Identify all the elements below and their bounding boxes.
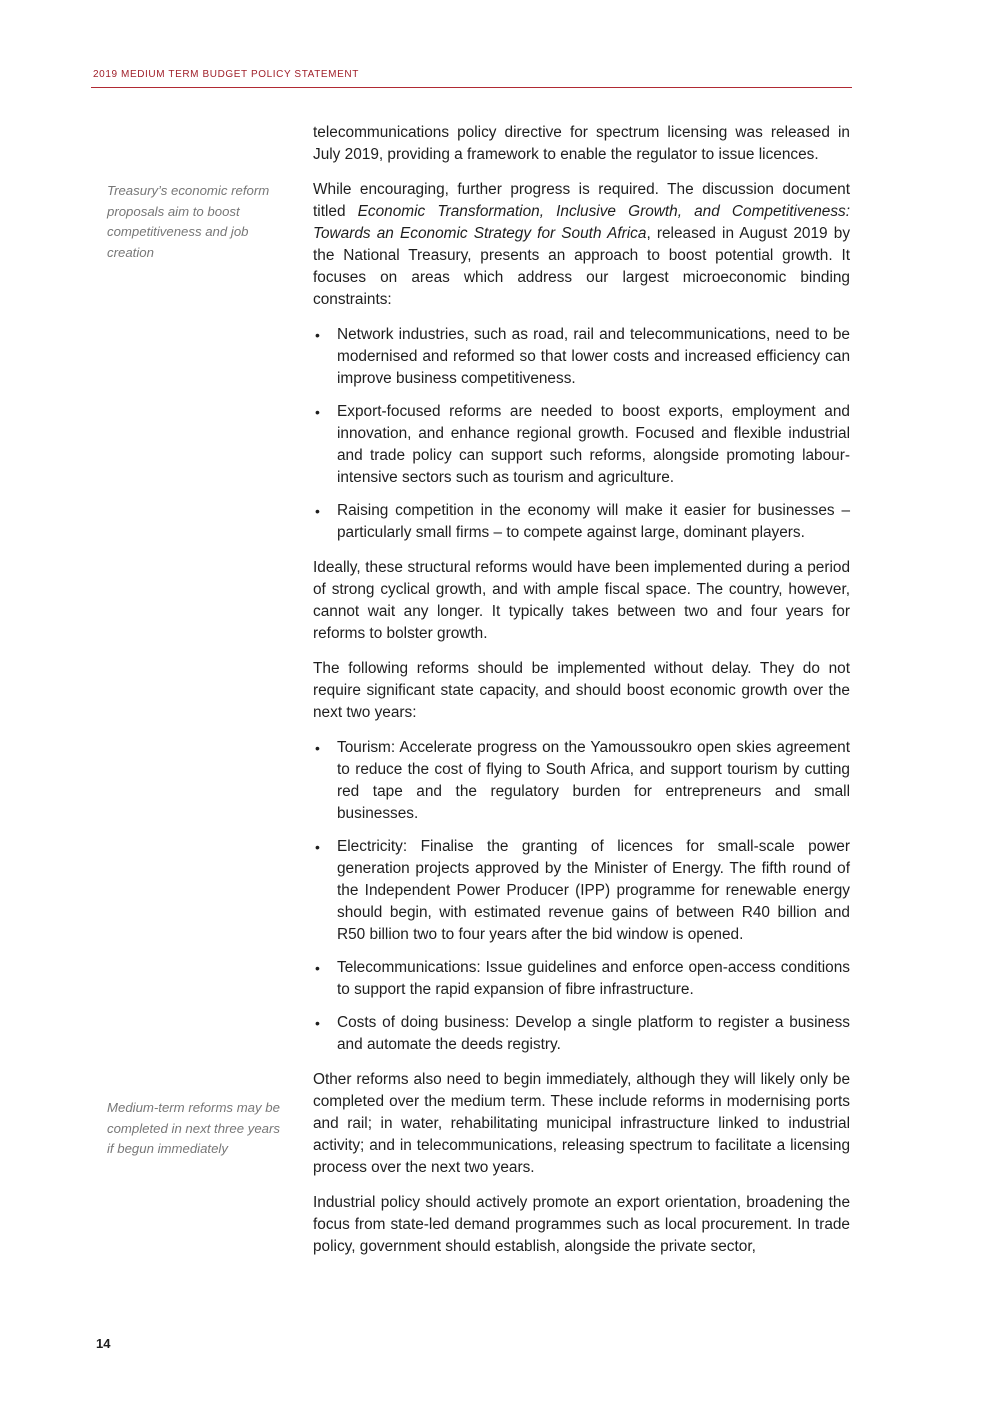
main-text-column (313, 122, 850, 1271)
paragraph: telecommunications policy directive for spectrum licensing was released in July 2019, providing a framework to enable the regulator to issue licences. (313, 124, 850, 163)
bullet-icon: • (315, 327, 320, 343)
document-title-italic: Economic Transformation, Inclusive Growth, and Competitiveness: Towards an Economic Strategy for South Africa (313, 203, 850, 242)
side-note-economic-reform: Treasury’s economic reform proposals aim to boost competitiveness and job creation (107, 183, 270, 260)
header-divider (91, 87, 852, 88)
list-item: • Electricity: Finalise the granting of licences for small-scale power generation projects approved by the Minister of Energy. The fifth round of the Independent Power Producer (IPP) programme for renewable energy should begin, with estimated revenue gains of between R40 billion and R50 billion two to four years after the bid window is opened. (315, 838, 850, 943)
paragraph: Other reforms also need to begin immediately, although they will likely only be completed over the medium term. These include reforms in modernising ports and rail; in water, rehabilitating municipal infrastructure linked to industrial activity; and in telecommunications, releasing spectrum to facilitate a licensing process over the next two years. (313, 1071, 850, 1176)
bullet-icon: • (315, 503, 320, 519)
bullet-list-constraints (313, 324, 850, 544)
list-item: • Tourism: Accelerate progress on the Yamoussoukro open skies agreement to reduce the cost of flying to South Africa, and support tourism by cutting red tape and the regulatory burden for entrepreneurs and small businesses. (315, 739, 850, 822)
list-item: • Costs of doing business: Develop a single platform to register a business and automate the deeds registry. (315, 1014, 850, 1053)
paragraph: Industrial policy should actively promote an export orientation, broadening the focus from state-led demand programmes such as local procurement. In trade policy, government should establish, alongside the private sector, (313, 1194, 850, 1255)
page-number: 14 (96, 1336, 111, 1351)
side-note-medium-term: Medium-term reforms may be completed in next three years if begun immediately (107, 1100, 280, 1156)
list-item: • Export-focused reforms are needed to boost exports, employment and innovation, and enhance regional growth. Focused and flexible industrial and trade policy can support such reforms, alongside promoting labour-intensive sectors such as tourism and agriculture. (315, 403, 850, 486)
paragraph: The following reforms should be implemented without delay. They do not require significant state capacity, and should boost economic growth over the next two years: (313, 660, 850, 721)
paragraph: Ideally, these structural reforms would have been implemented during a period of strong cyclical growth, and with ample fiscal space. The country, however, cannot wait any longer. It typically takes between two and four years for reforms to bolster growth. (313, 559, 850, 642)
bullet-list-reforms (313, 737, 850, 1056)
bullet-icon: • (315, 404, 320, 420)
bullet-icon: • (315, 960, 320, 976)
bullet-icon: • (315, 1015, 320, 1031)
bullet-icon: • (315, 740, 320, 756)
running-header: 2019 MEDIUM TERM BUDGET POLICY STATEMENT (93, 69, 359, 80)
bullet-icon: • (315, 839, 320, 855)
list-item: • Network industries, such as road, rail and telecommunications, need to be modernised and reformed so that lower costs and increased efficiency can improve business competitiveness. (315, 326, 850, 387)
list-item: • Telecommunications: Issue guidelines and enforce open-access conditions to support the rapid expansion of fibre infrastructure. (315, 959, 850, 998)
paragraph: While encouraging, further progress is required. The discussion document titled Economic Transformation, Inclusive Growth, and Competitiveness: Towards an Economic Strategy for South Africa, released in August 2019 by the National Treasury, presents an approach to boost potential growth. It focuses on areas which address our largest microeconomic binding constraints: (313, 181, 851, 308)
list-item: • Raising competition in the economy will make it easier for businesses – particularly small firms – to compete against large, dominant players. (315, 502, 850, 541)
